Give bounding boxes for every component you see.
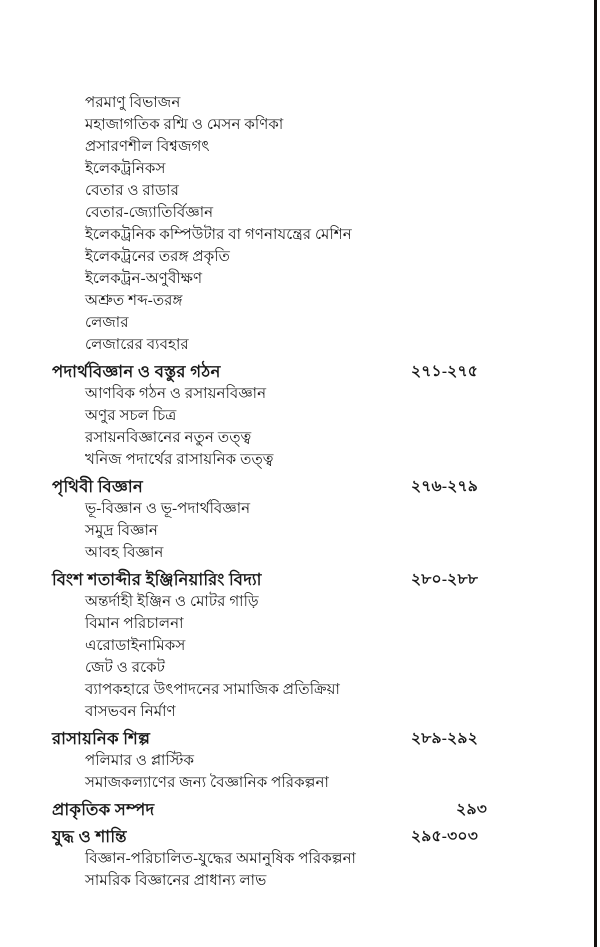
toc-section-title: রাসায়নিক শিল্প bbox=[52, 729, 151, 748]
toc-entry-title: অণুর সচল চিত্র bbox=[85, 408, 177, 424]
toc-entry-title: অশ্রুত শব্দ-তরঙ্গ bbox=[85, 293, 183, 309]
toc-section-title: বিংশ শতাব্দীর ইঞ্জিনিয়ারিং বিদ্যা bbox=[52, 570, 262, 589]
toc-entry-title: পরমাণু বিভাজন bbox=[85, 95, 181, 111]
toc-entry-title: ইলেকট্রন-অণুবীক্ষণ bbox=[85, 271, 203, 287]
toc-page-number: ২৮০-২৮৮ bbox=[411, 571, 478, 588]
toc-entry-title: বেতার ও রাডার bbox=[85, 183, 179, 199]
toc-page-number: ২৭১-২৭৫ bbox=[411, 363, 478, 380]
toc-section-row bbox=[0, 826, 576, 848]
page-edge-rule bbox=[594, 0, 597, 947]
toc-section-row bbox=[0, 476, 576, 498]
toc-entry-title: বাসভবন নির্মাণ bbox=[85, 704, 176, 720]
toc-entry-row bbox=[0, 246, 576, 268]
toc-section-row bbox=[0, 799, 576, 821]
toc-entry-title: অন্তর্দাহী ইঞ্জিন ও মোটর গাড়ি bbox=[85, 594, 259, 610]
toc-entry-row bbox=[0, 158, 576, 180]
toc-entry-title: সমুদ্র বিজ্ঞান bbox=[85, 523, 158, 539]
toc-entry-row bbox=[0, 114, 576, 136]
toc-entry-title: বিমান পরিচালনা bbox=[85, 616, 184, 632]
toc-entry-title: ব্যাপকহারে উৎপাদনের সামাজিক প্রতিক্রিয়া bbox=[85, 682, 340, 698]
toc-entry-title: জেট ও রকেট bbox=[85, 660, 165, 676]
toc-entry-row bbox=[0, 613, 576, 635]
toc-entry-row bbox=[0, 498, 576, 520]
toc-section-row bbox=[0, 361, 576, 383]
toc-entry-row bbox=[0, 290, 576, 312]
toc-entry-row bbox=[0, 405, 576, 427]
toc-section-title: পৃথিবী বিজ্ঞান bbox=[52, 477, 144, 496]
toc-entry-row bbox=[0, 312, 576, 334]
toc-entry-title: ইলেকট্রনের তরঙ্গ প্রকৃতি bbox=[85, 249, 230, 265]
toc-entry-title: বেতার-জ্যোতির্বিজ্ঞান bbox=[85, 205, 214, 221]
toc-entry-row bbox=[0, 92, 576, 114]
toc-entry-row bbox=[0, 848, 576, 870]
toc-page-number: ২৯৩ bbox=[456, 801, 487, 818]
toc-entry-row bbox=[0, 520, 576, 542]
toc-section-title: পদার্থবিজ্ঞান ও বস্তুর গঠন bbox=[52, 362, 221, 381]
toc-entry-row bbox=[0, 591, 576, 613]
toc-entry-title: মহাজাগতিক রশ্মি ও মেসন কণিকা bbox=[85, 117, 284, 133]
toc-section-title: যুদ্ধ ও শান্তি bbox=[52, 827, 127, 846]
toc-entry-row bbox=[0, 202, 576, 224]
toc-entry-title: ভূ-বিজ্ঞান ও ভূ-পদার্থবিজ্ঞান bbox=[85, 501, 251, 517]
toc-entry-row bbox=[0, 383, 576, 405]
toc-entry-row bbox=[0, 136, 576, 158]
toc-entry-row bbox=[0, 427, 576, 449]
toc-entry-row bbox=[0, 542, 576, 564]
toc-entry-title: খনিজ পদার্থের রাসায়নিক তত্ত্ব bbox=[85, 452, 274, 468]
toc-entry-row bbox=[0, 224, 576, 246]
toc-section-row bbox=[0, 728, 576, 750]
toc-entry-row bbox=[0, 334, 576, 356]
toc-entry-row bbox=[0, 701, 576, 723]
toc-entry-row bbox=[0, 449, 576, 471]
toc-page-number: ২৭৬-২৭৯ bbox=[411, 478, 479, 495]
toc-entry-row bbox=[0, 679, 576, 701]
toc-entry-title: সমাজকল্যাণের জন্য বৈজ্ঞানিক পরিকল্পনা bbox=[85, 775, 329, 791]
toc-entry-title: এরোডাইনামিকস bbox=[85, 638, 186, 654]
toc-page-number: ২৯৫-৩০৩ bbox=[411, 828, 478, 845]
toc-entry-title: লেজার bbox=[85, 315, 129, 331]
toc-entry-title: ইলেকট্রনিকস bbox=[85, 161, 166, 177]
toc-entry-title: লেজারের ব্যবহার bbox=[85, 337, 189, 353]
toc-entry-row bbox=[0, 870, 576, 892]
toc-entry-title: সামরিক বিজ্ঞানের প্রাধান্য লাভ bbox=[85, 873, 267, 889]
toc-entry-title: বিজ্ঞান-পরিচালিত-যুদ্ধের অমানুষিক পরিকল্পনা bbox=[85, 851, 357, 867]
toc-entry-title: রসায়নবিজ্ঞানের নতুন তত্ত্ব bbox=[85, 430, 252, 446]
toc-entry-title: আণবিক গঠন ও রসায়নবিজ্ঞান bbox=[85, 386, 267, 402]
toc-section-row bbox=[0, 569, 576, 591]
toc-entry-row bbox=[0, 772, 576, 794]
toc-entry-row bbox=[0, 750, 576, 772]
toc-entry-title: আবহ বিজ্ঞান bbox=[85, 545, 164, 561]
toc-entry-title: ইলেকট্রনিক কম্পিউটার বা গণনাযন্ত্রের মেশিন bbox=[85, 227, 352, 243]
toc-entry-row bbox=[0, 657, 576, 679]
toc-entry-row bbox=[0, 635, 576, 657]
toc-entry-row bbox=[0, 268, 576, 290]
toc-page-number: ২৮৯-২৯২ bbox=[411, 730, 478, 747]
toc-entry-title: পলিমার ও প্লাস্টিক bbox=[85, 753, 195, 769]
toc-entry-row bbox=[0, 180, 576, 202]
toc-section-title: প্রাকৃতিক সম্পদ bbox=[52, 800, 155, 819]
toc-entry-title: প্রসারণশীল বিশ্বজগৎ bbox=[85, 139, 210, 155]
